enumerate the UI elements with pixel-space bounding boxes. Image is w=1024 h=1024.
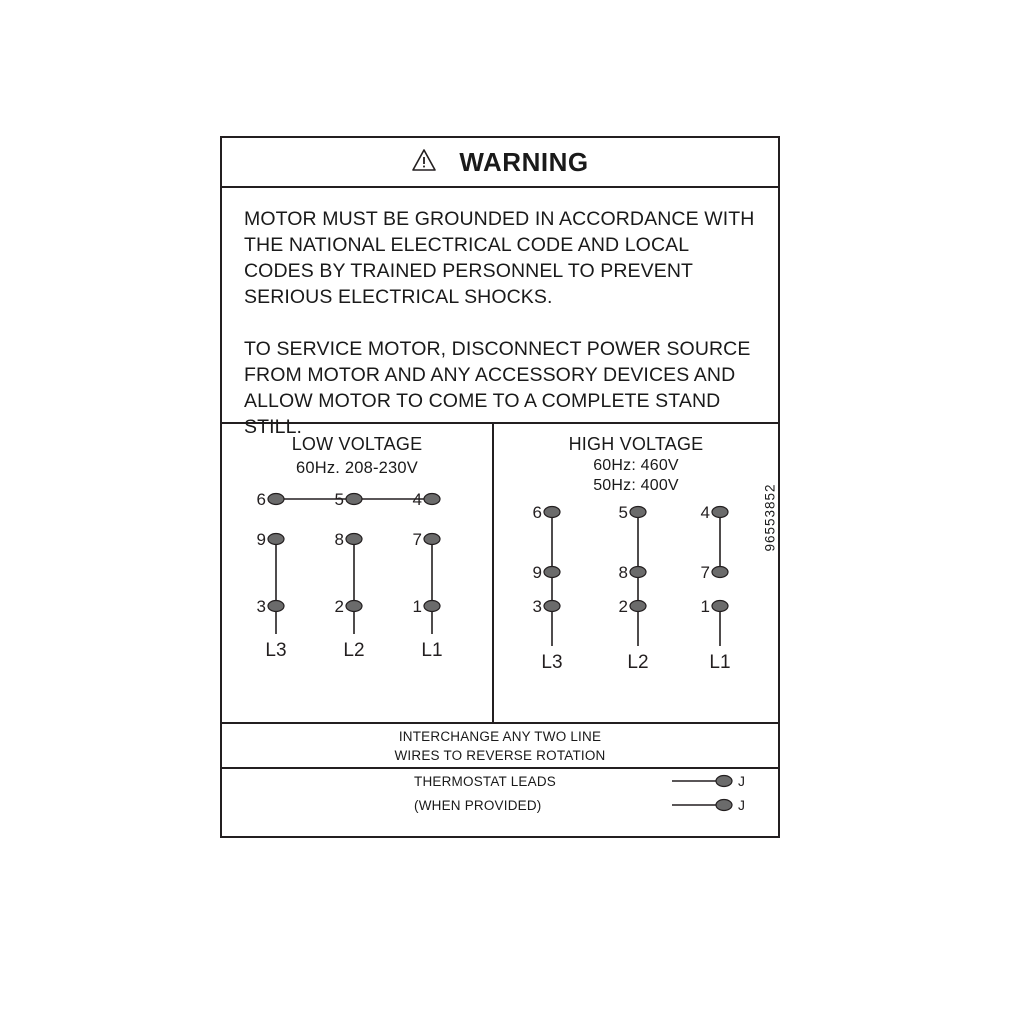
warning-paragraph-1: MOTOR MUST BE GROUNDED IN ACCORDANCE WITH THE NATIONAL ELECTRICAL CODE AND LOCAL CODES BY TRAINED PERSONNEL TO PREVENT SERIOUS ELECTRICAL SHOCKS.: [244, 208, 755, 308]
thermostat-label-line-1: THERMOSTAT LEADS: [414, 774, 556, 789]
svg-text:1: 1: [700, 597, 710, 616]
warning-paragraph-2: TO SERVICE MOTOR, DISCONNECT POWER SOURCE FROM MOTOR AND ANY ACCESSORY DEVICES AND ALLOW MOTOR TO COME TO A COMPLETE STAND STILL.: [244, 338, 751, 438]
thermostat-lead-2-label: J: [738, 797, 745, 813]
thermostat-leads-schematic: [598, 769, 778, 825]
warning-header: [222, 138, 778, 188]
wiring-diagrams: [222, 424, 778, 724]
low-voltage-sub-1: 60Hz. 208-230V: [295, 459, 419, 477]
svg-text:1: 1: [412, 597, 422, 616]
thermostat-label-line-2: (WHEN PROVIDED): [414, 798, 542, 813]
rotation-note-line-1: INTERCHANGE ANY TWO LINE: [398, 729, 602, 744]
high-voltage-diagram: [494, 424, 778, 722]
svg-text:L3: L3: [541, 652, 563, 673]
warning-title: WARNING: [459, 146, 589, 177]
high-voltage-title: HIGH VOLTAGE: [568, 434, 704, 454]
high-voltage-sub-1: 60Hz: 460V: [593, 457, 679, 474]
svg-text:6: 6: [532, 503, 542, 522]
part-number-code: 96553852: [762, 483, 778, 552]
warning-triangle-icon: [411, 147, 437, 178]
svg-text:7: 7: [412, 530, 422, 549]
svg-text:3: 3: [256, 597, 266, 616]
motor-wiring-label: [220, 136, 780, 838]
svg-text:L3: L3: [265, 640, 287, 661]
svg-text:L2: L2: [627, 652, 649, 673]
svg-text:L1: L1: [709, 652, 731, 673]
low-voltage-schematic: [222, 424, 492, 722]
svg-text:2: 2: [334, 597, 344, 616]
svg-text:5: 5: [618, 503, 628, 522]
svg-text:3: 3: [532, 597, 542, 616]
svg-text:7: 7: [700, 563, 710, 582]
rotation-note: [222, 724, 778, 769]
svg-text:9: 9: [256, 530, 266, 549]
warning-body: [222, 188, 778, 438]
low-voltage-diagram: [222, 424, 494, 722]
high-voltage-sub-2: 50Hz: 400V: [593, 477, 679, 494]
svg-text:4: 4: [412, 490, 422, 509]
svg-text:4: 4: [700, 503, 710, 522]
svg-text:8: 8: [618, 563, 628, 582]
svg-text:8: 8: [334, 530, 344, 549]
svg-text:L1: L1: [421, 640, 443, 661]
thermostat-section: [222, 769, 778, 825]
thermostat-lead-1-label: J: [738, 773, 745, 789]
svg-text:6: 6: [256, 490, 266, 509]
svg-text:2: 2: [618, 597, 628, 616]
svg-text:5: 5: [334, 490, 344, 509]
rotation-note-line-2: WIRES TO REVERSE ROTATION: [394, 748, 606, 763]
svg-text:9: 9: [532, 563, 542, 582]
low-voltage-title: LOW VOLTAGE: [291, 434, 423, 454]
high-voltage-schematic: [494, 424, 778, 722]
svg-text:L2: L2: [343, 640, 365, 661]
